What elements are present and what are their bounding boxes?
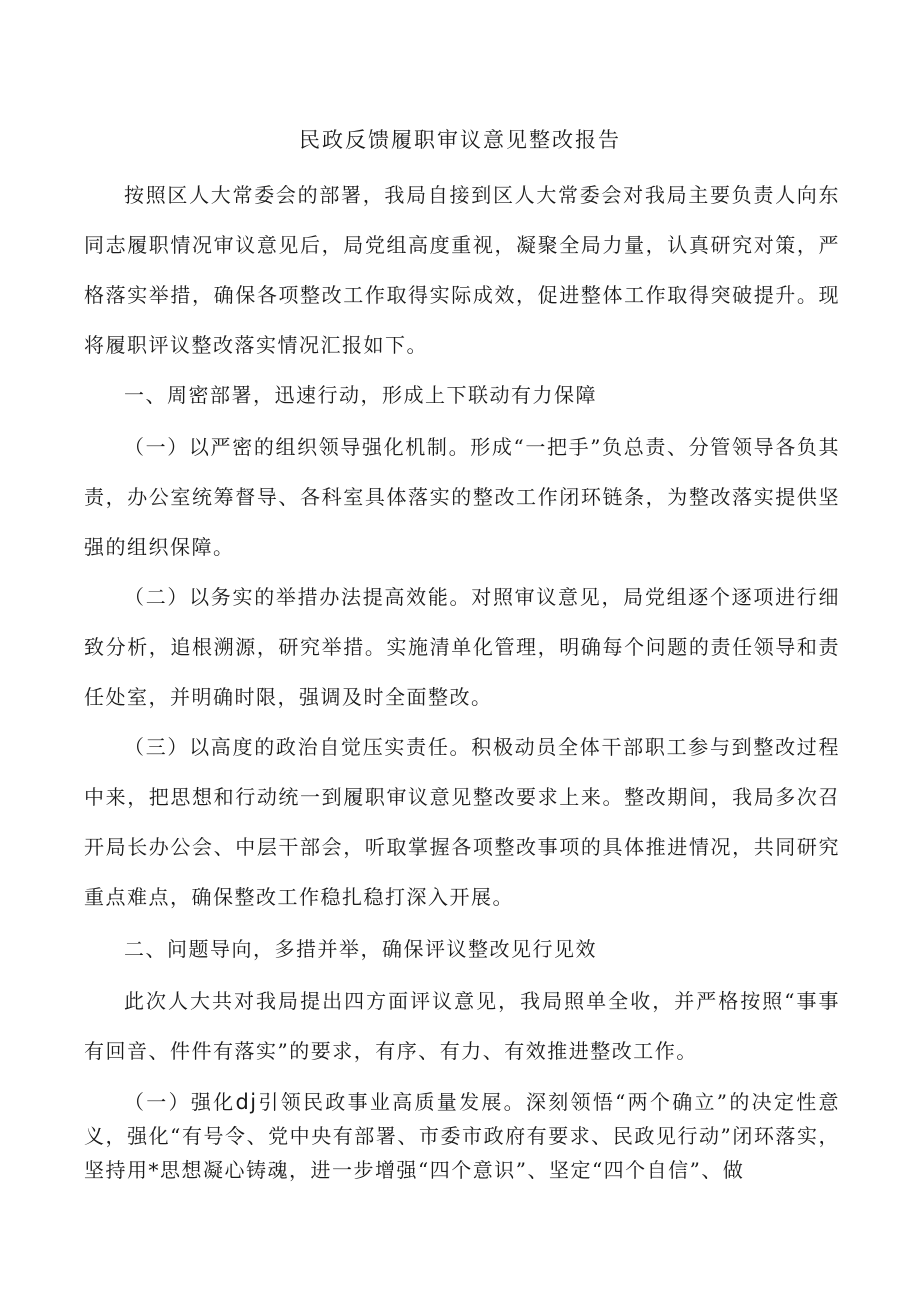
section-2-item-1-latin: dj: [235, 1090, 258, 1114]
section-2-intro: 此次人大共对我局提出四方面评议意见，我局照单全收，并严格按照“事事有回音、件件有落实”的要求，有序、有力、有效推进整改工作。: [84, 989, 840, 1063]
section-1-item-3: （三）以高度的政治自觉压实责任。积极动员全体干部职工参与到整改过程中来，把思想和行动统一到履职审议意见整改要求上来。整改期间，我局多次召开局长办公会、中层干部会，听取掌握各项整改事项的具体推进情况，共同研究重点难点，确保整改工作稳扎稳打深入开展。: [84, 735, 840, 909]
section-1-item-1: （一）以严密的组织领导强化机制。形成“一把手”负总责、分管领导各负其责，办公室统筹督导、各科室具体落实的整改工作闭环链条，为整改落实提供坚强的组织保障。: [84, 435, 840, 559]
document-title: 民政反馈履职审议意见整改报告: [299, 128, 621, 152]
section-2-item-1-text: 引领民政事业高质量发展。深刻领悟“两个确立”的决定性意义，强化“有号令、党中央有部署、市委市政府有要求、民政见行动”闭环落实，坚持用*思想凝心铸魂，进一步增强“四个意识”、坚定“四个自信”、做: [84, 1090, 840, 1182]
intro-paragraph: 按照区人大常委会的部署，我局自接到区人大常委会对我局主要负责人向东同志履职情况审议意见后，局党组高度重视，凝聚全局力量，认真研究对策，严格落实举措，确保各项整改工作取得实际成效，促进整体工作取得突破提升。现将履职评议整改落实情况汇报如下。: [84, 183, 840, 357]
section-2-item-1: [84, 1085, 840, 1187]
section-1-item-2: （二）以务实的举措办法提高效能。对照审议意见，局党组逐个逐项进行细致分析，追根溯源，研究举措。实施清单化管理，明确每个问题的责任领导和责任处室，并明确时限，强调及时全面整改。: [84, 585, 840, 709]
section-2-item-1-prefix: （一）强化: [124, 1090, 236, 1114]
section-2-heading: 二、问题导向，多措并举，确保评议整改见行见效: [124, 937, 597, 961]
section-1-heading: 一、周密部署，迅速行动，形成上下联动有力保障: [124, 383, 597, 407]
